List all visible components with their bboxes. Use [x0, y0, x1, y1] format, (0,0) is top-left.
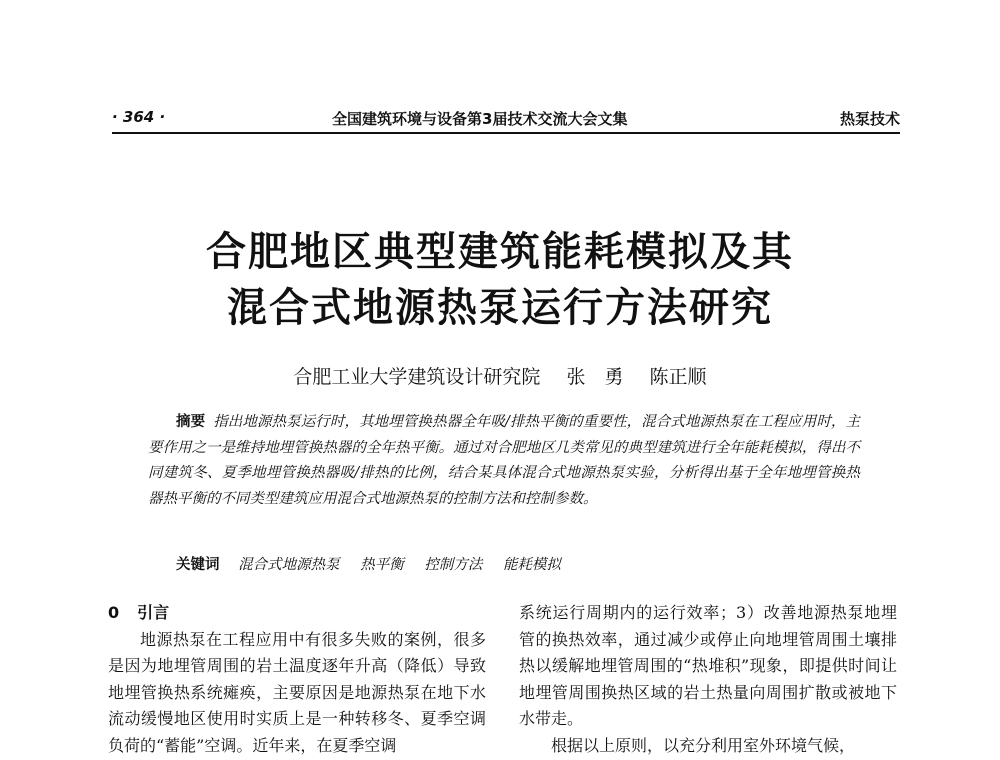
author-line: [100, 362, 900, 389]
keyword: 能耗模拟: [502, 557, 561, 573]
paper-title-line-2: 混合式地源热泵运行方法研究: [227, 285, 773, 331]
keyword: 混合式地源热泵: [238, 557, 340, 573]
body-column-right: [519, 600, 897, 759]
section-heading: [108, 600, 486, 627]
keywords: [148, 553, 860, 574]
affiliation: 合肥工业大学建筑设计研究院: [293, 366, 541, 388]
abstract-label: 摘要: [176, 414, 206, 430]
body-paragraph: 根据以上原则，以充分利用室外环境气候，: [551, 735, 856, 755]
paper-title-line-1: 合肥地区典型建筑能耗模拟及其: [206, 229, 794, 275]
running-header: [112, 104, 900, 134]
keyword: 热平衡: [360, 557, 404, 573]
page-number: · 364 ·: [112, 108, 166, 126]
abstract: [148, 410, 860, 512]
section-name: 热泵技术: [839, 110, 900, 128]
author-name: 陈正顺: [649, 366, 707, 388]
journal-name: 全国建筑环境与设备第3届技术交流大会文集: [332, 110, 628, 128]
section-title: 引言: [137, 603, 170, 622]
section-number: 0: [108, 603, 120, 622]
body-paragraph: 地源热泵在工程应用中有很多失败的案例，很多是因为地埋管周围的岩土温度逐年升高（降低）导致地埋管换热系统瘫痪，主要原因是地源热泵在地下水流动缓慢地区使用时实质上是一种转移冬、夏季空调负荷的“蓄能”空调。近年来，在夏季空调: [108, 629, 486, 755]
body-column-left: [108, 600, 486, 759]
abstract-text: 指出地源热泵运行时，其地埋管换热器全年吸/排热平衡的重要性，混合式地源热泵在工程应用时，主要作用之一是维持地埋管换热器的全年热平衡。通过对合肥地区几类常见的典型建筑进行全年能耗模拟，得出不同建筑冬、夏季地埋管换热器吸/排热的比例，结合某具体混合式地源热泵实验，分析得出基于全年地埋管换热器热平衡的不同类型建筑应用混合式地源热泵的控制方法和控制参数。: [148, 414, 860, 507]
author-name: 张 勇: [566, 366, 624, 388]
body-paragraph: 系统运行周期内的运行效率；3）改善地源热泵地埋管的换热效率，通过减少或停止向地埋管周围土壤排热以缓解地埋管周围的“热堆积”现象，即提供时间让地埋管周围换热区域的岩土热量向周围扩散或被地下水带走。: [519, 603, 897, 728]
keywords-label: 关键词: [176, 557, 220, 573]
keyword: 控制方法: [424, 557, 483, 573]
